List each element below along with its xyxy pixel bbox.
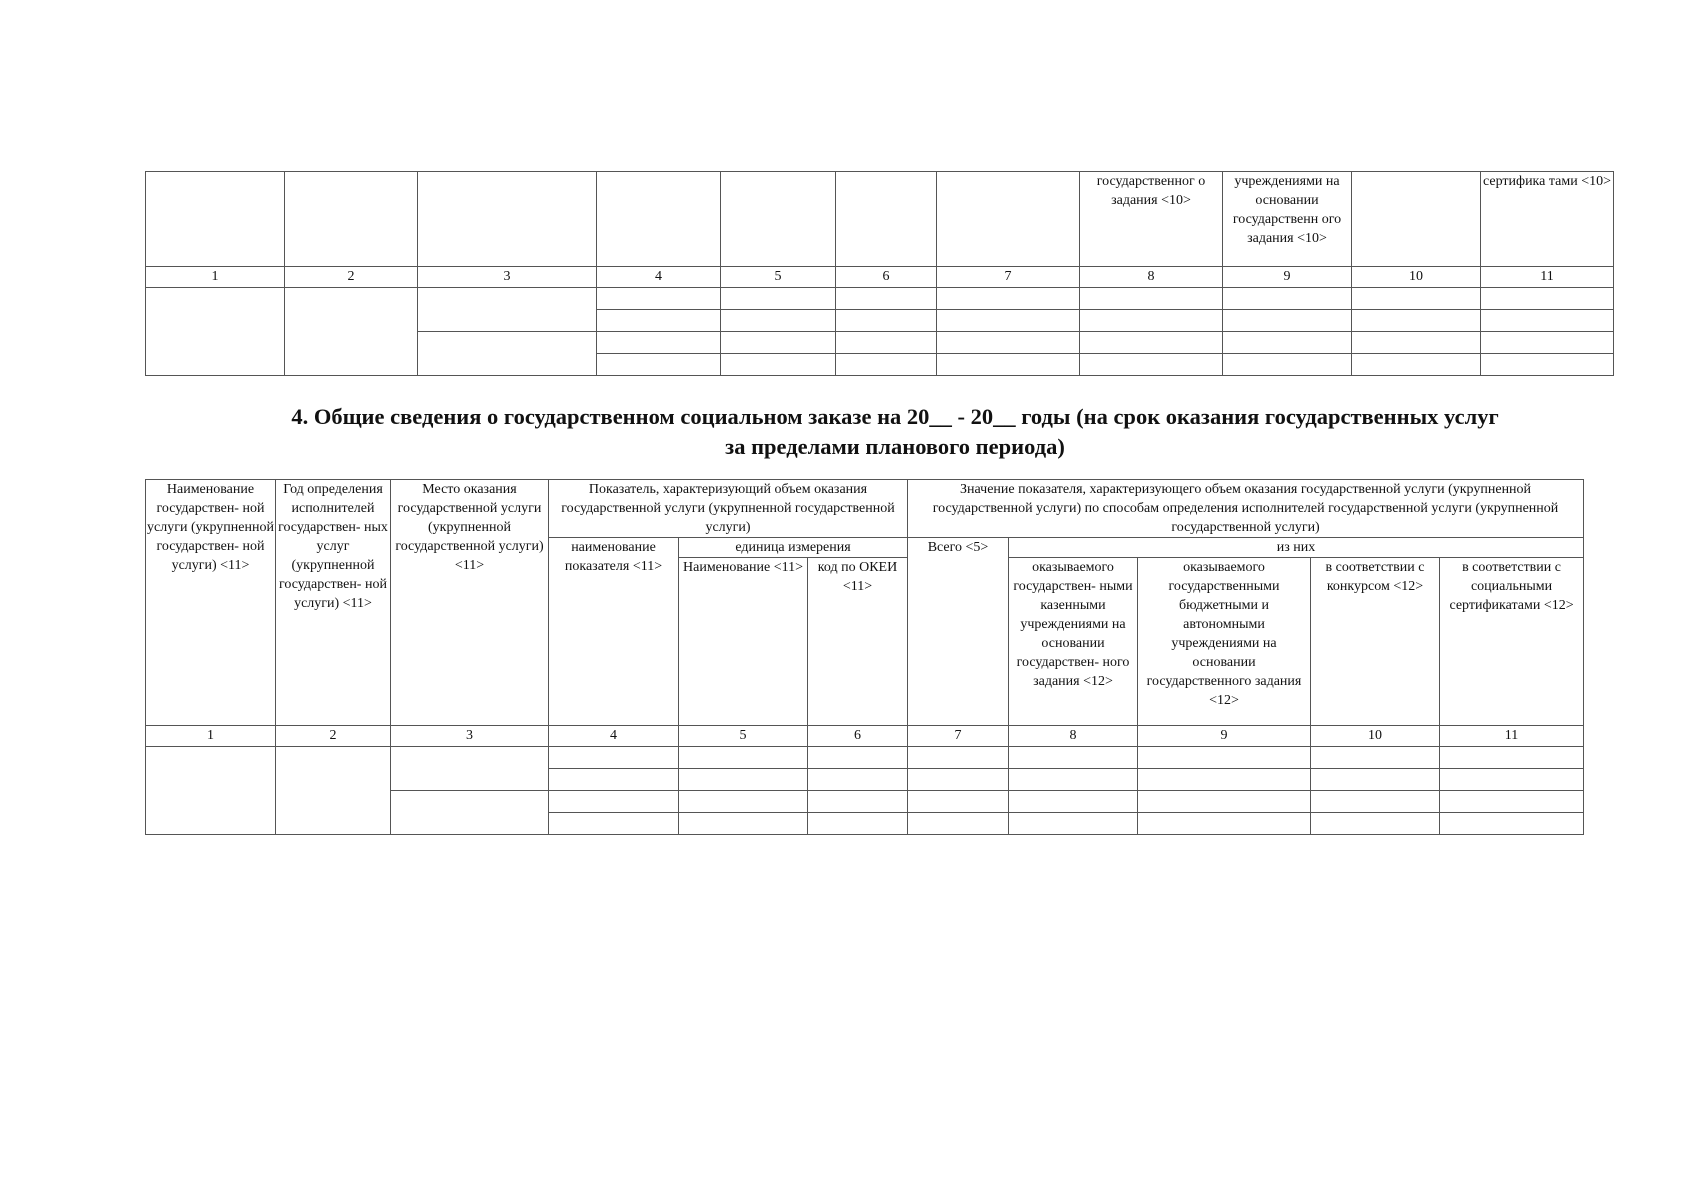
table-row	[146, 288, 1614, 310]
empty-cell[interactable]	[808, 769, 908, 791]
empty-cell[interactable]	[721, 332, 836, 354]
empty-cell[interactable]	[1223, 288, 1352, 310]
header-cell	[1352, 172, 1481, 267]
header-cell	[597, 172, 721, 267]
empty-cell[interactable]	[836, 310, 937, 332]
column-number-row	[146, 267, 1614, 288]
column-number: 2	[285, 267, 418, 288]
empty-cell[interactable]	[937, 332, 1080, 354]
column-number: 9	[1138, 726, 1311, 747]
column-number: 8	[1009, 726, 1138, 747]
empty-cell[interactable]	[597, 310, 721, 332]
header-cell: код по ОКЕИ <11>	[808, 558, 908, 726]
empty-cell[interactable]	[391, 791, 549, 835]
empty-cell[interactable]	[908, 769, 1009, 791]
header-cell: Наименование государствен- ной услуги (укрупненной государствен- ной услуги) <11>	[146, 480, 276, 726]
empty-cell[interactable]	[808, 813, 908, 835]
empty-cell[interactable]	[1009, 791, 1138, 813]
empty-cell[interactable]	[1080, 332, 1223, 354]
column-number: 7	[937, 267, 1080, 288]
column-number: 1	[146, 267, 285, 288]
empty-cell[interactable]	[721, 354, 836, 376]
column-number: 5	[721, 267, 836, 288]
empty-cell[interactable]	[1009, 813, 1138, 835]
empty-cell[interactable]	[1311, 813, 1440, 835]
empty-cell[interactable]	[679, 813, 808, 835]
empty-cell[interactable]	[908, 813, 1009, 835]
header-cell: сертифика тами <10>	[1481, 172, 1614, 267]
empty-cell[interactable]	[1223, 354, 1352, 376]
empty-cell[interactable]	[1138, 791, 1311, 813]
header-cell: оказываемого государственными бюджетными и автономными учреждениями на основании государственного задания <12>	[1138, 558, 1311, 726]
column-number: 7	[908, 726, 1009, 747]
empty-cell[interactable]	[937, 310, 1080, 332]
empty-cell[interactable]	[146, 747, 276, 835]
empty-cell[interactable]	[549, 747, 679, 769]
column-number: 3	[391, 726, 549, 747]
empty-cell[interactable]	[808, 791, 908, 813]
empty-cell[interactable]	[1138, 813, 1311, 835]
empty-cell[interactable]	[1223, 310, 1352, 332]
column-number: 2	[276, 726, 391, 747]
empty-cell[interactable]	[1352, 354, 1481, 376]
empty-cell[interactable]	[1080, 310, 1223, 332]
empty-cell[interactable]	[908, 791, 1009, 813]
column-number: 10	[1311, 726, 1440, 747]
table-row	[146, 747, 1584, 769]
column-number: 10	[1352, 267, 1481, 288]
column-number: 11	[1481, 267, 1614, 288]
column-number: 6	[808, 726, 908, 747]
empty-cell[interactable]	[1481, 332, 1614, 354]
empty-cell[interactable]	[597, 332, 721, 354]
column-number-row	[146, 726, 1584, 747]
empty-cell[interactable]	[1440, 769, 1584, 791]
column-number: 9	[1223, 267, 1352, 288]
empty-cell[interactable]	[1311, 791, 1440, 813]
empty-cell[interactable]	[679, 769, 808, 791]
header-cell: государственног о задания <10>	[1080, 172, 1223, 267]
empty-cell[interactable]	[391, 747, 549, 791]
header-cell: единица измерения	[679, 538, 908, 558]
empty-cell[interactable]	[836, 354, 937, 376]
empty-cell[interactable]	[836, 288, 937, 310]
empty-cell[interactable]	[1481, 310, 1614, 332]
empty-cell[interactable]	[679, 747, 808, 769]
empty-cell[interactable]	[1080, 354, 1223, 376]
header-cell: Показатель, характеризующий объем оказания государственной услуги (укрупненной государственной услуги)	[549, 480, 908, 538]
header-cell: Значение показателя, характеризующего объем оказания государственной услуги (укрупненной государственной услуги) по способам определения исполнителей государственной услуги (укрупненной государственной услуги)	[908, 480, 1584, 538]
empty-cell[interactable]	[1481, 288, 1614, 310]
header-cell: Всего <5>	[908, 538, 1009, 726]
continued-table	[145, 171, 1614, 376]
header-cell: оказываемого государствен- ными казенными учреждениями на основании государствен- ного задания <12>	[1009, 558, 1138, 726]
empty-cell[interactable]	[1352, 288, 1481, 310]
empty-cell[interactable]	[937, 288, 1080, 310]
header-cell	[836, 172, 937, 267]
header-cell: Наименование <11>	[679, 558, 808, 726]
column-number: 4	[597, 267, 721, 288]
empty-cell[interactable]	[597, 288, 721, 310]
empty-cell[interactable]	[418, 288, 597, 332]
empty-cell[interactable]	[1080, 288, 1223, 310]
empty-cell[interactable]	[908, 747, 1009, 769]
header-cell: учреждениями на основании государственн ого задания <10>	[1223, 172, 1352, 267]
empty-cell[interactable]	[1440, 747, 1584, 769]
empty-cell[interactable]	[721, 288, 836, 310]
empty-cell[interactable]	[1352, 332, 1481, 354]
header-cell	[285, 172, 418, 267]
column-number: 3	[418, 267, 597, 288]
header-cell	[146, 172, 285, 267]
column-number: 4	[549, 726, 679, 747]
empty-cell[interactable]	[1481, 354, 1614, 376]
empty-cell[interactable]	[285, 288, 418, 376]
column-number: 8	[1080, 267, 1223, 288]
section-title-line: за пределами планового периода)	[725, 434, 1065, 459]
table-header-row	[146, 480, 1584, 538]
header-cell: из них	[1009, 538, 1584, 558]
header-cell	[418, 172, 597, 267]
header-cell: в соответствии с социальными сертификатами <12>	[1440, 558, 1584, 726]
empty-cell[interactable]	[1138, 747, 1311, 769]
empty-cell[interactable]	[1223, 332, 1352, 354]
empty-cell[interactable]	[808, 747, 908, 769]
empty-cell[interactable]	[1440, 791, 1584, 813]
table-header-row	[146, 172, 1614, 267]
column-number: 6	[836, 267, 937, 288]
empty-cell[interactable]	[937, 354, 1080, 376]
empty-cell[interactable]	[549, 769, 679, 791]
header-cell	[937, 172, 1080, 267]
header-cell	[721, 172, 836, 267]
empty-cell[interactable]	[549, 813, 679, 835]
empty-cell[interactable]	[1440, 813, 1584, 835]
empty-cell[interactable]	[1311, 769, 1440, 791]
header-cell: наименование показателя <11>	[549, 538, 679, 726]
empty-cell[interactable]	[1009, 769, 1138, 791]
empty-cell[interactable]	[836, 332, 937, 354]
column-number: 11	[1440, 726, 1584, 747]
empty-cell[interactable]	[276, 747, 391, 835]
empty-cell[interactable]	[721, 310, 836, 332]
header-cell: Год определения исполнителей государствен- ных услуг (укрупненной государствен- ной услуги) <11>	[276, 480, 391, 726]
empty-cell[interactable]	[1138, 769, 1311, 791]
empty-cell[interactable]	[418, 332, 597, 376]
header-cell: в соответствии с конкурсом <12>	[1311, 558, 1440, 726]
empty-cell[interactable]	[679, 791, 808, 813]
empty-cell[interactable]	[1009, 747, 1138, 769]
empty-cell[interactable]	[597, 354, 721, 376]
section-title-line: 4. Общие сведения о государственном социальном заказе на 20__ - 20__ годы (на срок оказания государственных услуг	[291, 404, 1499, 429]
column-number: 5	[679, 726, 808, 747]
section-title	[210, 402, 1580, 462]
social-order-table	[145, 479, 1584, 835]
empty-cell[interactable]	[1311, 747, 1440, 769]
empty-cell[interactable]	[1352, 310, 1481, 332]
empty-cell[interactable]	[549, 791, 679, 813]
header-cell: Место оказания государственной услуги (укрупненной государственной услуги) <11>	[391, 480, 549, 726]
column-number: 1	[146, 726, 276, 747]
empty-cell[interactable]	[146, 288, 285, 376]
